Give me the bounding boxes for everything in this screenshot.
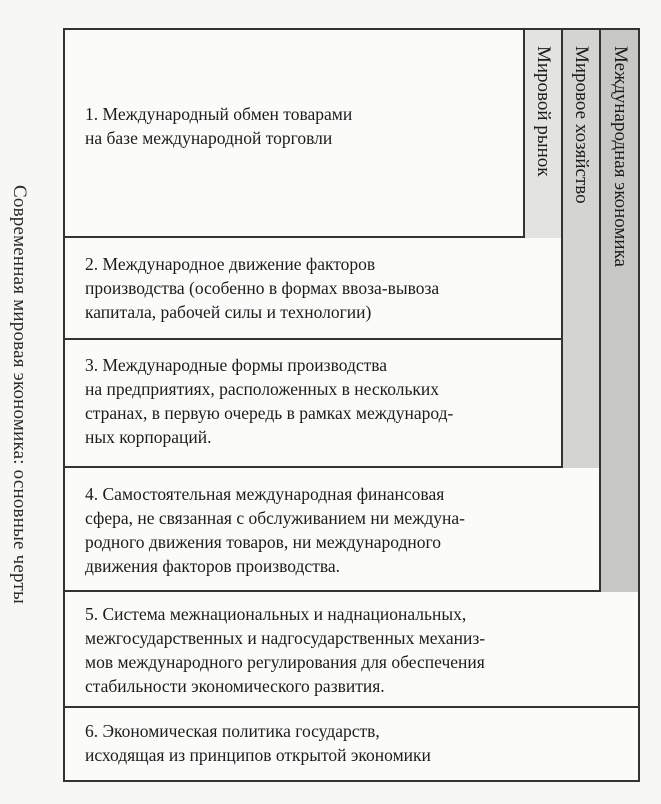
band-mezhdunarodnaya-ekonomika: Международная экономика — [599, 30, 638, 592]
side-caption: Современная мировая экономика: основные черты — [9, 185, 30, 604]
row-6-economic-policy: 6. Экономическая политика государств, исходящая из принципов открытой экономики — [65, 708, 638, 780]
diagram-frame — [63, 28, 640, 782]
row-4-financial-sphere: 4. Самостоятельная международная финансовая сфера, не связанная с обслуживанием ни междуна- родного движения товаров, ни международного движения факторов производства. — [65, 468, 599, 592]
row-1-trade: 1. Международный обмен товарами на базе международной торговли — [65, 30, 523, 238]
band-mirovoe-hozyaystvo: Мировое хозяйство — [561, 30, 599, 468]
row-3-production-forms: 3. Международные формы производства на предприятиях, расположенных в нескольких странах, в первую очередь в рамках международ- ных корпораций. — [65, 340, 561, 468]
row-5-regulation-system: 5. Система межнациональных и наднациональных, межгосударственных и надгосударственных механиз- мов международного регулирования для обеспечения стабильности экономического развития. — [65, 592, 638, 708]
band-mirovoy-rynok: Мировой рынок — [523, 30, 561, 238]
row-2-factor-movement: 2. Международное движение факторов производства (особенно в формах ввоза-вывоза капитала, рабочей силы и технологии) — [65, 238, 561, 340]
